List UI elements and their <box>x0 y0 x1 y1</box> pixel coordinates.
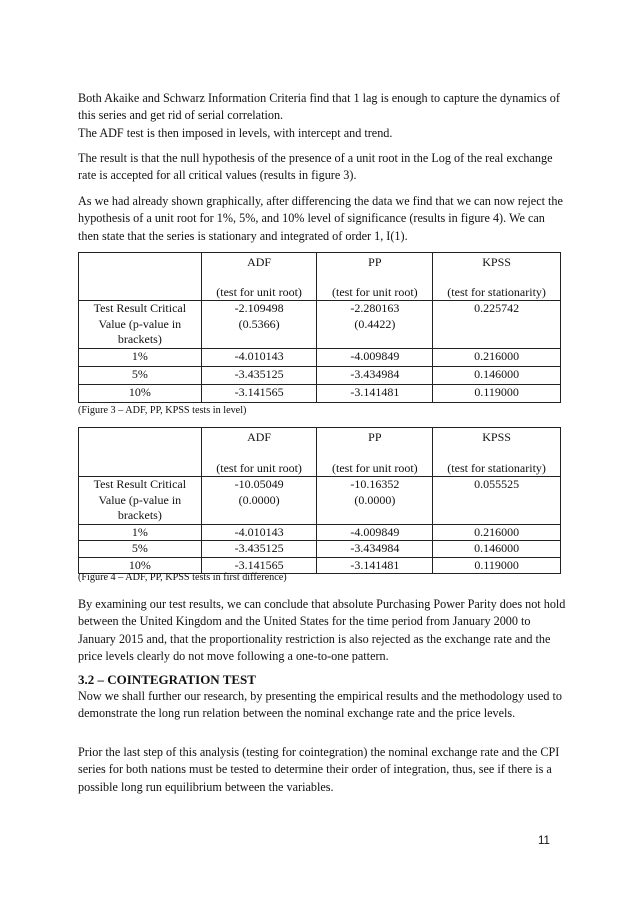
kpss-cell: 0.119000 <box>433 384 561 402</box>
table-row <box>79 348 561 366</box>
level-cell: 10% <box>79 557 202 574</box>
paragraph-text: The ADF test is then imposed in levels, with intercept and trend. <box>78 125 393 140</box>
level-cell: 1% <box>79 524 202 541</box>
kpss-result-cell: 0.225742 <box>433 301 561 349</box>
adf-result-cell: -10.05049 (0.0000) <box>201 477 317 525</box>
pp-cell: -4.009849 <box>317 348 433 366</box>
kpss-result-cell: 0.055525 <box>433 477 561 525</box>
paragraph-conclusion: By examining our test results, we can conclude that absolute Purchasing Power Parity does not hold between the United Kingdom and the United States for the time period from January 2000 to January 2015 and, that the proportionality restriction is also rejected as the exchange rate and the price levels clearly do not move following a one-to-one pattern. <box>78 597 566 664</box>
figure-4-caption: (Figure 4 – ADF, PP, KPSS tests in first difference) <box>78 572 287 583</box>
adf-cell: -3.435125 <box>201 541 317 558</box>
kpss-cell: 0.146000 <box>433 366 561 384</box>
kpss-cell: 0.119000 <box>433 557 561 574</box>
table-header-row <box>79 253 561 301</box>
table-row <box>79 541 561 558</box>
adf-result-cell: -2.109498 (0.5366) <box>201 301 317 349</box>
pp-cell: -3.141481 <box>317 557 433 574</box>
table-result-row <box>79 477 561 525</box>
adf-cell: -3.141565 <box>201 557 317 574</box>
pp-result-cell: -2.280163 (0.4422) <box>317 301 433 349</box>
kpss-header: KPSS (test for stationarity) <box>433 253 561 301</box>
page-number: 11 <box>538 835 550 847</box>
pp-header: PP (test for unit root) <box>317 253 433 301</box>
paragraph-prior-step: Prior the last step of this analysis (testing for cointegration) the nominal exchange rate and the CPI series for both nations must be tested to determine their order of integration, thus, see if there is a possible long run equilibrium between the variables. <box>78 745 560 794</box>
kpss-cell: 0.146000 <box>433 541 561 558</box>
result-label-cell: Test Result Critical Value (p-value in brackets) <box>79 477 202 525</box>
pp-header: PP (test for unit root) <box>317 428 433 477</box>
paragraph-differencing: As we had already shown graphically, after differencing the data we find that we can now reject the hypothesis of a unit root for 1%, 5%, and 10% level of significance (results in figure 4). We can then state that the series is stationary and integrated of order 1, I(1). <box>78 194 563 243</box>
kpss-header: KPSS (test for stationarity) <box>433 428 561 477</box>
empty-header-cell <box>79 253 202 301</box>
pp-cell: -3.434984 <box>317 541 433 558</box>
section-heading: 3.2 – COINTEGRATION TEST <box>78 672 256 687</box>
pp-result-cell: -10.16352 (0.0000) <box>317 477 433 525</box>
pp-cell: -3.434984 <box>317 366 433 384</box>
level-cell: 10% <box>79 384 202 402</box>
table-result-row <box>79 301 561 349</box>
adf-cell: -4.010143 <box>201 348 317 366</box>
result-label-cell: Test Result Critical Value (p-value in brackets) <box>79 301 202 349</box>
figure-4-table <box>78 427 561 574</box>
adf-cell: -4.010143 <box>201 524 317 541</box>
empty-header-cell <box>79 428 202 477</box>
level-cell: 5% <box>79 541 202 558</box>
paragraph-research: Now we shall further our research, by presenting the empirical results and the methodology used to demonstrate the long run relation between the nominal exchange rate and the price levels. <box>78 689 562 721</box>
figure-3-caption: (Figure 3 – ADF, PP, KPSS tests in level) <box>78 405 247 416</box>
table-row <box>79 366 561 384</box>
adf-cell: -3.435125 <box>201 366 317 384</box>
paragraph-null-hypothesis: The result is that the null hypothesis of the presence of a unit root in the Log of the real exchange rate is accepted for all critical values (results in figure 3). <box>78 151 553 183</box>
table-row <box>79 384 561 402</box>
table-header-row <box>79 428 561 477</box>
pp-cell: -3.141481 <box>317 384 433 402</box>
kpss-cell: 0.216000 <box>433 524 561 541</box>
kpss-cell: 0.216000 <box>433 348 561 366</box>
adf-header: ADF (test for unit root) <box>201 428 317 477</box>
figure-3-table <box>78 252 561 403</box>
adf-cell: -3.141565 <box>201 384 317 402</box>
pp-cell: -4.009849 <box>317 524 433 541</box>
table-row <box>79 524 561 541</box>
level-cell: 5% <box>79 366 202 384</box>
paragraph-lag-selection <box>78 90 568 142</box>
level-cell: 1% <box>79 348 202 366</box>
adf-header: ADF (test for unit root) <box>201 253 317 301</box>
paragraph-text: Both Akaike and Schwarz Information Criteria find that 1 lag is enough to capture the dynamics of this series and get rid of serial correlation. <box>78 91 560 123</box>
